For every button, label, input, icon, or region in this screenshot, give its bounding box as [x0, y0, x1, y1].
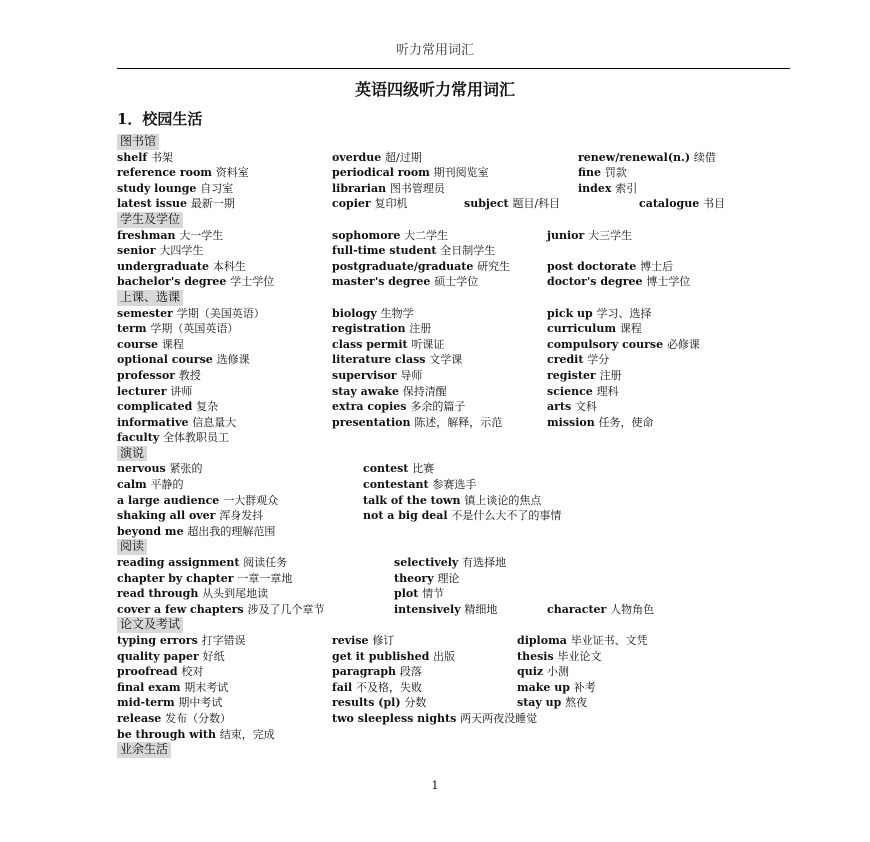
vocab-entry: mission 任务，使命 [547, 415, 654, 429]
running-header: 听力常用词汇 [395, 43, 474, 58]
vocab-entry: extra copies 多余的篇子 [332, 400, 466, 414]
vocab-entry: index 索引 [578, 181, 638, 195]
vocab-entry: calm 平静的 [117, 478, 184, 492]
vocab-row [117, 274, 797, 290]
vocab-row [117, 384, 797, 400]
vocab-entry: plot 情节 [394, 587, 445, 601]
vocab-entry: registration 注册 [332, 322, 432, 336]
vocab-entry: catalogue 书目 [639, 197, 726, 211]
vocab-entry: renew/renewal(n.) 续借 [578, 150, 716, 164]
vocab-entry: get it published 出版 [332, 649, 456, 663]
vocab-entry: contestant 参赛选手 [363, 478, 477, 492]
vocab-row [117, 415, 797, 431]
vocab-entry: shaking all over 浑身发抖 [117, 509, 264, 523]
vocab-row [117, 602, 797, 618]
vocab-entry: reference room 资料室 [117, 166, 249, 180]
vocab-entry: science 理科 [547, 384, 619, 398]
vocab-entry: bachelor's degree 学士学位 [117, 275, 275, 289]
vocab-row [117, 524, 797, 540]
vocab-entry: be through with 结束，完成 [117, 727, 275, 741]
vocab-entry: sophomore 大二学生 [332, 228, 449, 242]
vocab-entry: credit 学分 [547, 353, 610, 367]
vocab-entry: register 注册 [547, 368, 622, 382]
vocab-entry: post doctorate 博士后 [547, 259, 674, 273]
vocab-row [117, 555, 797, 571]
vocab-entry: typing errors 打字错误 [117, 634, 246, 647]
vocab-entry: literature class 文学课 [332, 353, 463, 367]
document-title: 英语四级听力常用词汇 [354, 80, 515, 99]
vocab-entry: copier 复印机 [332, 197, 408, 211]
vocab-entry: fine 罚款 [578, 166, 627, 180]
vocab-entry: release 发布（分数） [117, 711, 232, 725]
vocab-entry: not a big deal 不是什么大不了的事情 [363, 509, 562, 523]
vocab-row [117, 259, 797, 275]
vocab-entry: selectively 有选择地 [394, 556, 507, 570]
category-label: 上课、选课 [117, 290, 183, 306]
vocab-row [117, 399, 797, 415]
vocab-entry: chapter by chapter 一章一章地 [117, 571, 293, 585]
vocab-row [117, 727, 797, 743]
vocab-entry: make up 补考 [517, 680, 596, 694]
vocab-row [117, 243, 797, 259]
category-label: 演说 [117, 446, 147, 462]
vocab-row [117, 352, 797, 368]
vocab-row [117, 306, 797, 322]
vocab-row [117, 664, 797, 680]
vocab-entry: pick up 学习、选择 [547, 306, 652, 320]
category-label: 图书馆 [117, 134, 159, 150]
vocab-entry: results (pl) 分数 [332, 696, 427, 710]
vocab-row [117, 493, 797, 509]
vocab-entry: doctor's degree 博士学位 [547, 275, 691, 289]
vocab-entry: fail 不及格，失败 [332, 680, 423, 694]
vocab-entry: cover a few chapters 涉及了几个章节 [117, 602, 325, 616]
vocab-entry: supervisor 导师 [332, 368, 423, 382]
vocab-row [117, 165, 797, 181]
header-rule [117, 68, 790, 69]
vocab-entry: talk of the town 镇上谈论的焦点 [363, 493, 542, 507]
vocab-entry: paragraph 段落 [332, 665, 422, 679]
vocab-entry: proofread 校对 [117, 665, 204, 679]
category-label: 学生及学位 [117, 212, 183, 228]
vocab-entry: final exam 期末考试 [117, 680, 229, 694]
vocab-row [117, 368, 797, 384]
vocab-row [117, 586, 797, 602]
vocab-entry: presentation 陈述，解释，示范 [332, 415, 503, 429]
vocab-row [117, 508, 797, 524]
page-number: 1 [431, 779, 439, 792]
vocab-entry: faculty 全体教职员工 [117, 431, 230, 445]
vocab-row [117, 633, 797, 649]
vocab-entry: read through 从头到尾地读 [117, 587, 269, 601]
vocab-row [117, 711, 797, 727]
vocab-entry: subject 题目/科目 [464, 197, 561, 211]
vocab-entry: thesis 毕业论文 [517, 649, 602, 663]
vocab-entry: stay awake 保持清醒 [332, 384, 447, 398]
vocab-entry: freshman 大一学生 [117, 228, 224, 242]
vocab-entry: optional course 选修课 [117, 353, 250, 367]
vocab-entry: two sleepless nights 两天两夜没睡觉 [332, 711, 538, 725]
vocab-entry: contest 比赛 [363, 462, 435, 476]
vocab-entry: librarian 图书管理员 [332, 181, 445, 195]
vocab-row [117, 196, 797, 212]
vocab-row [117, 337, 797, 353]
vocab-entry: lecturer 讲师 [117, 384, 193, 398]
vocab-entry: a large audience 一大群观众 [117, 493, 279, 507]
vocab-entry: class permit 听课证 [332, 337, 445, 351]
vocab-entry: arts 文科 [547, 400, 598, 414]
vocab-entry: compulsory course 必修课 [547, 337, 700, 351]
category-label: 论文及考试 [117, 617, 183, 633]
vocab-row [117, 461, 797, 477]
section-heading: 1．校园生活 [117, 110, 203, 128]
vocab-entry: periodical room 期刊阅览室 [332, 166, 489, 180]
vocab-entry: quality paper 好纸 [117, 649, 225, 663]
vocab-entry: undergraduate 本科生 [117, 259, 246, 273]
vocab-entry: latest issue 最新一期 [117, 197, 235, 211]
vocab-entry: theory 理论 [394, 571, 460, 585]
vocab-entry: semester 学期（美国英语） [117, 306, 265, 320]
vocab-entry: quiz 小测 [517, 665, 569, 679]
vocab-entry: nervous 紧张的 [117, 462, 203, 476]
vocab-row [117, 228, 797, 244]
vocab-row [117, 649, 797, 665]
vocab-entry: biology 生物学 [332, 306, 414, 320]
vocab-entry: stay up 熬夜 [517, 696, 588, 710]
category-label: 阅读 [117, 539, 147, 555]
vocab-entry: reading assignment 阅读任务 [117, 556, 288, 570]
vocab-entry: informative 信息量大 [117, 415, 237, 429]
vocab-row [117, 150, 797, 166]
vocab-entry: junior 大三学生 [547, 228, 633, 242]
vocab-entry: full-time student 全日制学生 [332, 244, 496, 258]
vocab-row [117, 321, 797, 337]
vocab-entry: overdue 超/过期 [332, 150, 422, 164]
vocab-entry: intensively 精细地 [394, 602, 498, 616]
vocab-row [117, 181, 797, 197]
vocab-entry: master's degree 硕士学位 [332, 275, 479, 289]
vocab-entry: beyond me 超出我的理解范围 [117, 524, 276, 538]
vocab-entry: professor 教授 [117, 368, 201, 382]
vocab-entry: mid-term 期中考试 [117, 696, 223, 710]
vocab-entry: term 学期（英国英语） [117, 322, 239, 336]
vocabulary-list [117, 134, 797, 758]
vocab-row [117, 695, 797, 711]
vocab-entry: complicated 复杂 [117, 400, 219, 414]
vocab-entry: curriculum 课程 [547, 322, 642, 336]
vocab-entry: shelf 书架 [117, 150, 173, 164]
vocab-row [117, 477, 797, 493]
vocab-entry: postgraduate/graduate 研究生 [332, 259, 511, 273]
vocab-entry: character 人物角色 [547, 602, 655, 616]
category-label: 业余生活 [117, 742, 171, 758]
vocab-row [117, 571, 797, 587]
vocab-entry: diploma 毕业证书、文凭 [517, 634, 648, 647]
vocab-entry: senior 大四学生 [117, 244, 204, 258]
vocab-row [117, 680, 797, 696]
vocab-row [117, 430, 797, 446]
vocab-entry: study lounge 自习室 [117, 181, 234, 195]
vocab-entry: course 课程 [117, 337, 184, 351]
vocab-entry: revise 修订 [332, 634, 395, 647]
